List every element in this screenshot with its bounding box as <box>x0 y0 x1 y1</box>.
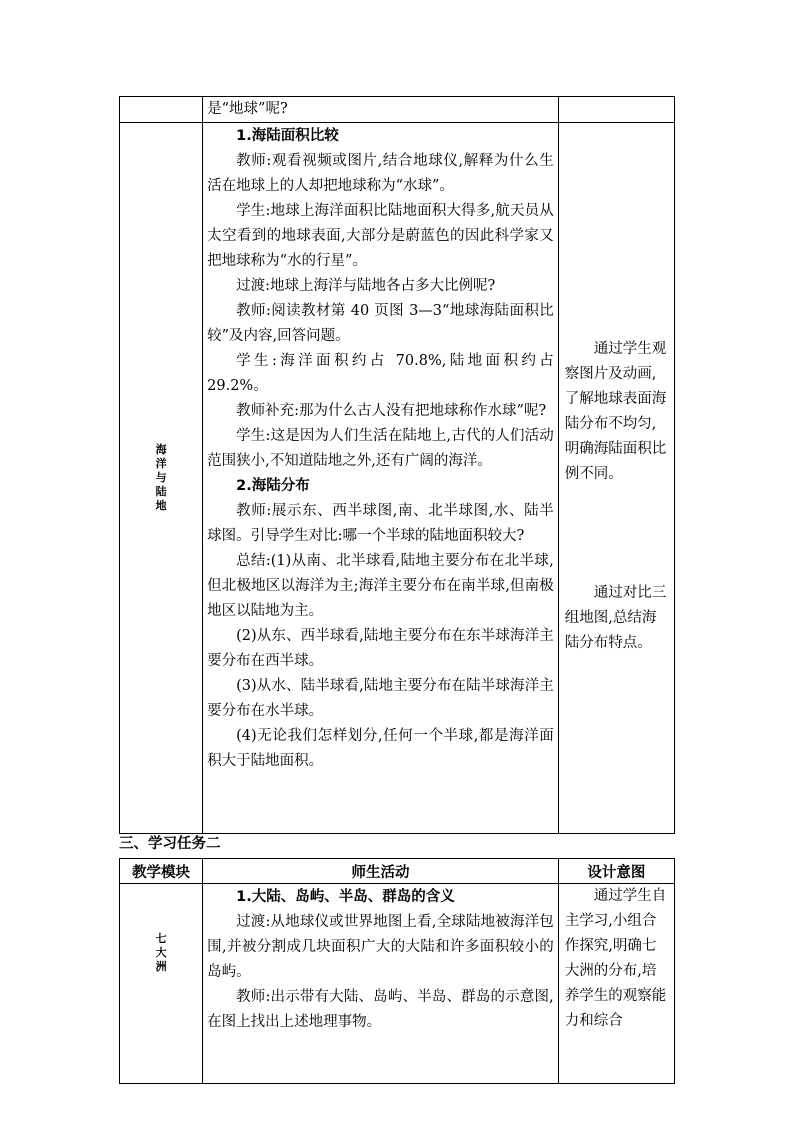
module-char: 海 <box>155 443 167 456</box>
design-intent-2: 通过对比三组地图,总结海陆分布特点。 <box>564 585 667 651</box>
module-char: 地 <box>155 499 167 512</box>
module-char: 与 <box>155 471 167 484</box>
design-intent: 通过学生自主学习,小组合作探究,明确七大洲的分布,培养学生的观察能力和综合 <box>564 888 667 1029</box>
empty-cell <box>120 97 203 123</box>
module-char: 洋 <box>155 457 167 470</box>
activity-paragraph: 过渡:从地球仪或世界地图上看,全球陆地被海洋包围,并被分割成几块面积广大的大陆和许多面积较小的岛屿。 <box>207 914 554 980</box>
activity-paragraph: (2)从东、西半球看,陆地主要分布在东半球海洋主要分布在西半球。 <box>207 628 554 669</box>
activity-paragraph: 教师补充:那为什么古人没有把地球称作水球”呢? <box>236 403 547 419</box>
activity-paragraph: 总结:(1)从南、北半球看,陆地主要分布在北半球,但北极地区以海洋为主;海洋主要分布在南半球,但南极地区以陆地为主。 <box>207 553 554 619</box>
design-intent-1: 通过学生观察图片及动画,了解地球表面海陆分布不均匀,明确海陆面积比例不同。 <box>564 341 667 482</box>
module-label-cell <box>120 123 203 834</box>
task2-table <box>119 858 675 1084</box>
activity-paragraph: 教师:展示东、西半球图,南、北半球图,水、陆半球图。引导学生对比:哪一个半球的陆地面积较大? <box>207 503 554 544</box>
activity-paragraph: (3)从水、陆半球看,陆地主要分布在陆半球海洋主要分布在水半球。 <box>207 678 554 719</box>
module-char: 洲 <box>155 960 167 973</box>
activity-paragraph: 教师:阅读教材第 40 页图 3—3“地球海陆面积比较”及内容,回答问题。 <box>207 303 554 344</box>
activity-heading: 2.海陆分布 <box>236 478 310 494</box>
activity-paragraph: 过渡:地球上海洋与陆地各占多大比例呢? <box>236 278 496 294</box>
activity-heading: 1.海陆面积比较 <box>236 128 339 144</box>
header-module: 教学模块 <box>120 859 203 884</box>
design-intent-cell <box>558 884 674 1084</box>
activity-paragraph: 学生:海洋面积约占 70.8%,陆地面积约占 29.2%。 <box>207 353 554 394</box>
continuation-text: 是“地球”呢? <box>207 101 288 117</box>
module-label-cell <box>120 884 203 1084</box>
design-intent-cell <box>558 123 674 834</box>
section-title: 三、学习任务二 <box>119 836 221 852</box>
header-activities: 师生活动 <box>203 859 559 884</box>
activity-paragraph: 教师:观看视频或图片,结合地球仪,解释为什么生活在地球上的人却把地球称为“水球”。 <box>207 153 554 194</box>
module-label-continents <box>120 932 202 974</box>
teacher-student-activities <box>203 123 559 834</box>
activity-paragraph: (4)无论我们怎样划分,任何一个半球,都是海洋面积大于陆地面积。 <box>207 728 554 769</box>
module-label-sea-land <box>120 443 202 513</box>
module-char: 大 <box>155 946 167 959</box>
activity-paragraph: 学生:这是因为人们生活在陆地上,古代的人们活动范围狭小,不知道陆地之外,还有广阔的海洋。 <box>207 428 554 469</box>
continuation-cell <box>203 97 559 123</box>
task1-table <box>119 96 675 834</box>
teacher-student-activities <box>203 884 559 1084</box>
header-intent: 设计意图 <box>558 859 674 884</box>
module-char: 陆 <box>155 485 167 498</box>
activity-heading: 1.大陆、岛屿、半岛、群岛的含义 <box>236 889 455 905</box>
empty-cell <box>558 97 674 123</box>
module-char: 七 <box>155 932 167 945</box>
activity-paragraph: 教师:出示带有大陆、岛屿、半岛、群岛的示意图,在图上找出上述地理事物。 <box>207 989 554 1030</box>
activity-paragraph: 学生:地球上海洋面积比陆地面积大得多,航天员从太空看到的地球表面,大部分是蔚蓝色的因此科学家又把地球称为“水的行星”。 <box>207 203 554 269</box>
